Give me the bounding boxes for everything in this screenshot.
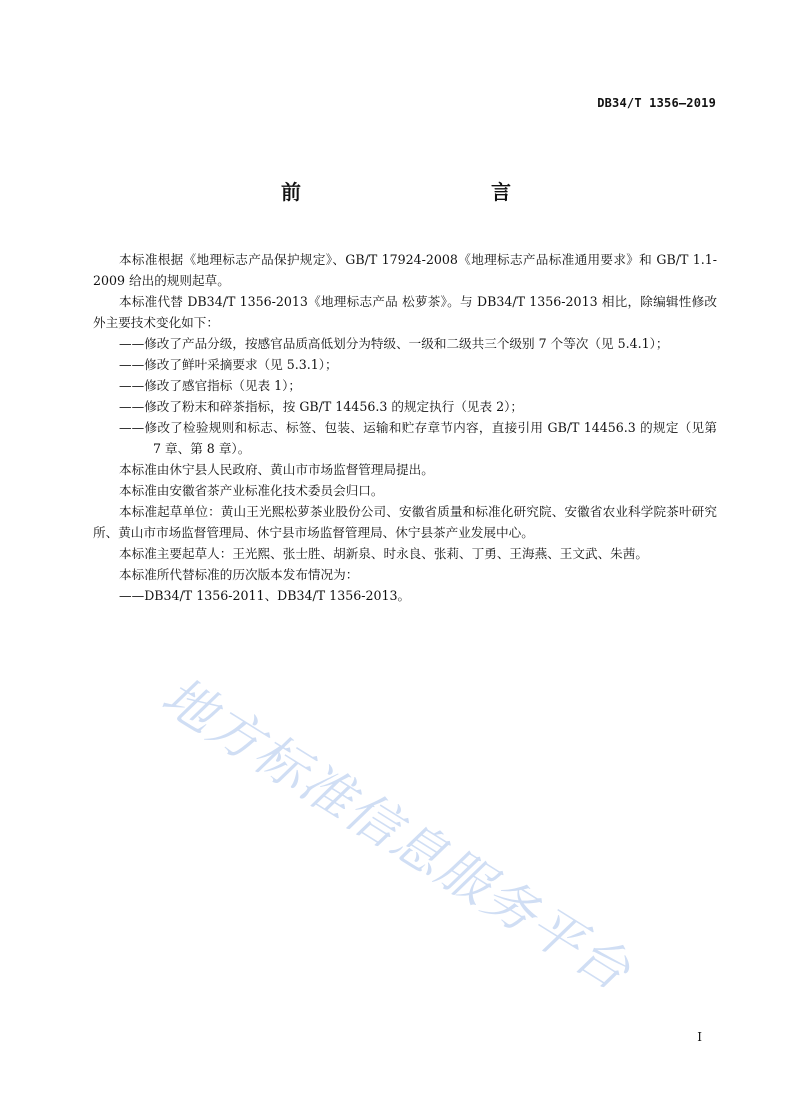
paragraph: 本标准起草单位：黄山王光熙松萝茶业股份公司、安徽省质量和标准化研究院、安徽省农业科学院茶叶研究所、黄山市市场监督管理局、休宁县市场监督管理局、休宁县茶产业发展中心。 bbox=[93, 504, 717, 540]
list-item: ——修改了感官指标（见表 1）； bbox=[119, 378, 302, 393]
document-body bbox=[93, 249, 717, 606]
paragraph: 本标准根据《地理标志产品保护规定》、GB/T 17924-2008《地理标志产品标准通用要求》和 GB/T 1.1-2009 给出的规则起草。 bbox=[93, 252, 717, 288]
paragraph: 本标准代替 DB34/T 1356-2013《地理标志产品 松萝茶》。与 DB34/T 1356-2013 相比，除编辑性修改外主要技术变化如下： bbox=[93, 294, 717, 330]
list-item: ——修改了检验规则和标志、标签、包装、运输和贮存章节内容，直接引用 GB/T 14456.3 的规定（见第 7 章、第 8 章）。 bbox=[119, 420, 717, 456]
watermark: 地方标准信息服务平台 bbox=[151, 666, 642, 1004]
standard-code: DB34/T 1356—2019 bbox=[597, 96, 716, 110]
paragraph: 本标准由休宁县人民政府、黄山市市场监督管理局提出。 bbox=[119, 462, 434, 477]
paragraph: 本标准由安徽省茶产业标准化技术委员会归口。 bbox=[119, 483, 384, 498]
list-item: ——DB34/T 1356-2011、DB34/T 1356-2013。 bbox=[119, 588, 411, 603]
paragraph: 本标准主要起草人：王光熙、张士胜、胡新泉、时永良、张莉、丁勇、王海燕、王文武、朱茜。 bbox=[119, 546, 648, 561]
page-number: I bbox=[697, 1030, 702, 1044]
list-item: ——修改了产品分级，按感官品质高低划分为特级、一级和二级共三个级别 7 个等次（见 5.4.1）； bbox=[119, 336, 669, 351]
list-item: ——修改了粉末和碎茶指标，按 GB/T 14456.3 的规定执行（见表 2）； bbox=[119, 399, 524, 414]
page-title: 前 言 bbox=[281, 180, 561, 204]
paragraph: 本标准所代替标准的历次版本发布情况为： bbox=[119, 567, 359, 582]
list-item: ——修改了鲜叶采摘要求（见 5.3.1）； bbox=[119, 357, 338, 372]
